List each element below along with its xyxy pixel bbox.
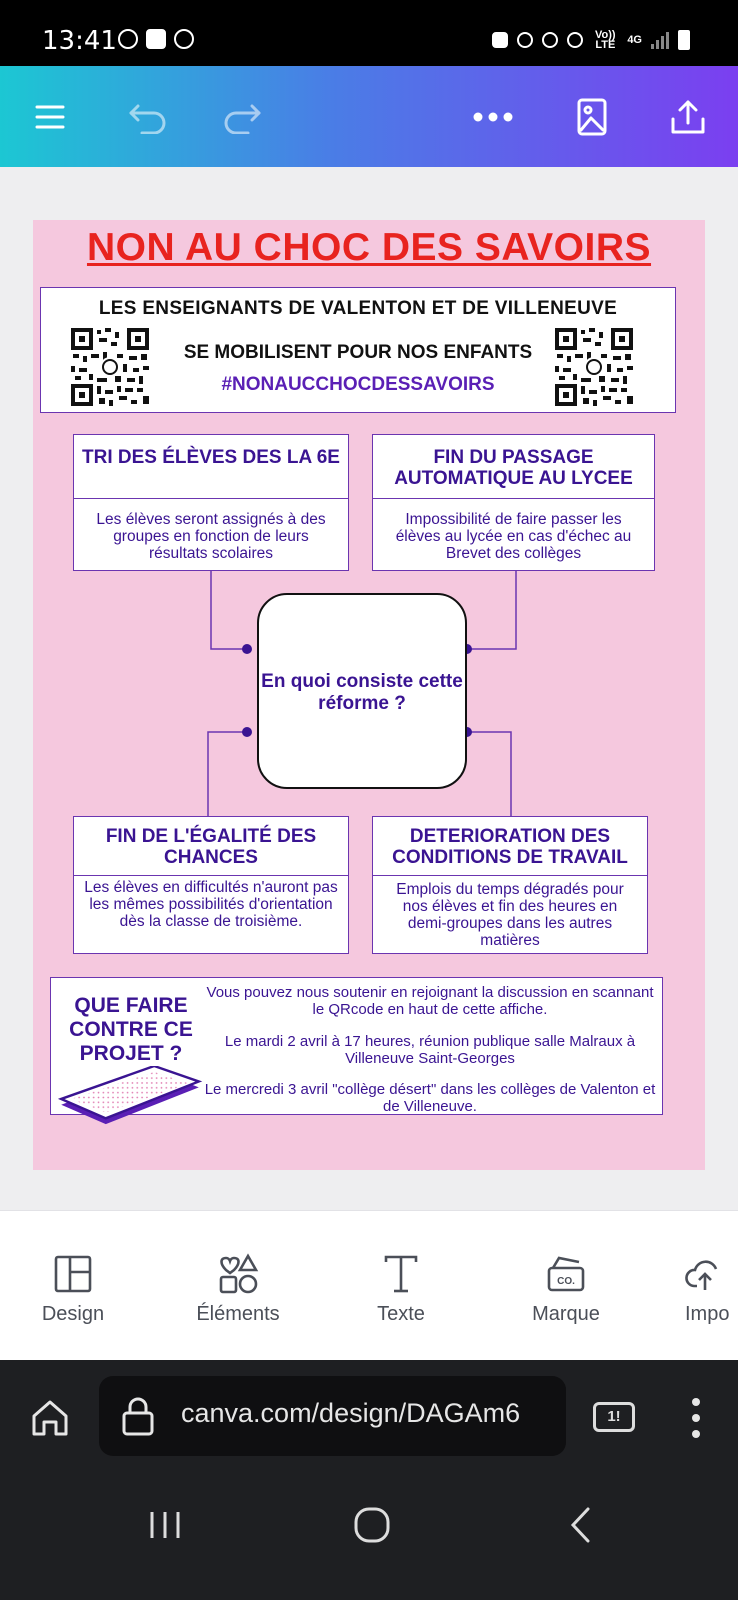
browser-menu-icon[interactable] [690,1396,702,1440]
header-line-teachers[interactable]: LES ENSEIGNANTS DE VALENTON ET DE VILLENEUVE [98,298,618,319]
recent-apps-icon[interactable] [148,1508,182,1542]
box-divider [74,875,348,876]
network-gen-label: 4G [627,34,642,46]
editor-toolbar [0,66,738,167]
menu-button[interactable] [28,66,72,167]
box-text[interactable]: Emplois du temps dégradés pour nos élèves et fin des heures en demi-groupes dans les autres matières [396,881,624,949]
box-title[interactable]: TRI DES ÉLÈVES DES LA 6E [82,447,340,468]
action-box[interactable] [50,977,663,1115]
box-title[interactable]: DETERIORATION DES CONDITIONS DE TRAVAIL [392,826,628,868]
box-text[interactable]: Impossibilité de faire passer les élèves au lycée en cas d'échec au Brevet des collèges [395,511,632,562]
status-bar [0,0,738,66]
qr-code-left[interactable] [69,326,151,408]
layout-icon [54,1255,92,1293]
brand-kit-icon [545,1254,587,1294]
nav-label: Éléments [196,1303,280,1325]
waze-icon [118,29,138,49]
url-field[interactable] [99,1376,566,1456]
redo-icon [222,100,262,134]
action-title[interactable]: QUE FAIRE CONTRE CE PROJET ? [69,994,193,1065]
poster-page[interactable] [33,220,705,1170]
box-title[interactable]: FIN DU PASSAGE AUTOMATIQUE AU LYCEE [394,447,633,489]
design-canvas[interactable] [0,167,738,1210]
tab-switcher-button[interactable]: 1! [593,1402,635,1432]
nav-label: Design [41,1303,105,1325]
url-text: canva.com/design/DAGAm6 [181,1398,521,1428]
header-box[interactable] [40,287,676,413]
home-nav-icon[interactable] [352,1505,392,1545]
more-options-button[interactable] [468,66,518,167]
checkbox-notification-icon [146,29,166,49]
action-paragraph-meeting[interactable]: Le mardi 2 avril à 17 heures, réunion publique salle Malraux à Villeneuve Saint-Georges [224,1033,636,1067]
share-icon [670,99,706,135]
location-icon [567,32,583,48]
info-box-sorting[interactable] [73,434,349,571]
nav-text[interactable] [341,1253,461,1326]
box-text[interactable]: Les élèves en difficultés n'auront pas les mêmes possibilités d'orientation dès la classe de troisième. [84,879,338,930]
box-divider [373,498,654,499]
nav-label: Marque [532,1303,600,1325]
qr-code-icon [553,326,635,408]
header-hashtag[interactable]: #NONAUCCHOCDESSAVOIRS [221,374,495,395]
redo-button[interactable] [220,66,264,167]
undo-button[interactable] [126,66,170,167]
alarm-icon [517,32,533,48]
text-icon [383,1254,419,1294]
hamburger-icon [35,102,65,132]
box-divider [373,875,647,876]
nav-elements[interactable] [178,1253,298,1326]
info-box-conditions[interactable] [372,816,648,954]
info-box-lycee[interactable] [372,434,655,571]
qr-code-right[interactable] [553,326,635,408]
notification-icons [118,29,194,49]
info-box-equality[interactable] [73,816,349,954]
qr-code-icon [69,326,151,408]
battery-saver-icon [492,32,508,48]
system-navigation-bar [0,1470,738,1600]
center-question[interactable]: En quoi consiste cette réforme ? [261,671,463,714]
back-nav-icon[interactable] [568,1506,592,1544]
undo-icon [128,100,168,134]
share-button[interactable] [666,66,710,167]
action-paragraph-college-desert[interactable]: Le mercredi 3 avril "collège désert" dans les collèges de Valenton et de Villeneuve. [204,1081,656,1115]
action-paragraph-support[interactable]: Vous pouvez nous soutenir en rejoignant la discussion en scannant le QRcode en haut de cette affiche. [206,984,654,1018]
shapes-icon [216,1252,260,1296]
preview-image-button[interactable] [570,66,614,167]
box-divider [74,498,348,499]
url-fade [526,1376,566,1456]
nav-label: Texte [377,1303,425,1325]
nav-brand[interactable] [506,1253,626,1326]
messenger-icon [174,29,194,49]
box-title[interactable]: FIN DE L'ÉGALITÉ DES CHANCES [105,826,317,868]
smartphone-illustration-icon [55,1066,205,1128]
home-icon[interactable] [30,1398,70,1436]
editor-bottom-nav [0,1210,738,1360]
status-time: 13:41 [42,26,117,56]
poster-title[interactable]: NON AU CHOC DES SAVOIRS [86,226,652,269]
browser-address-bar [0,1360,738,1470]
image-icon [577,98,607,136]
svg-text:CO.: CO. [557,1276,575,1287]
mute-icon [542,32,558,48]
more-dots-icon [473,112,513,122]
system-icons [492,30,690,50]
volte-label: Vo)) LTE [595,29,616,51]
signal-icon [651,31,669,49]
battery-icon [678,30,690,50]
center-question-box[interactable] [257,593,467,789]
upload-cloud-icon [685,1254,725,1294]
lock-icon [121,1396,155,1436]
nav-import[interactable] [670,1253,738,1326]
header-line-mobilize[interactable]: SE MOBILISENT POUR NOS ENFANTS [183,342,533,363]
nav-design[interactable] [13,1253,133,1326]
box-text[interactable]: Les élèves seront assignés à des groupes en fonction de leurs résultats scolaires [96,511,326,562]
nav-label: Impo [685,1303,730,1325]
